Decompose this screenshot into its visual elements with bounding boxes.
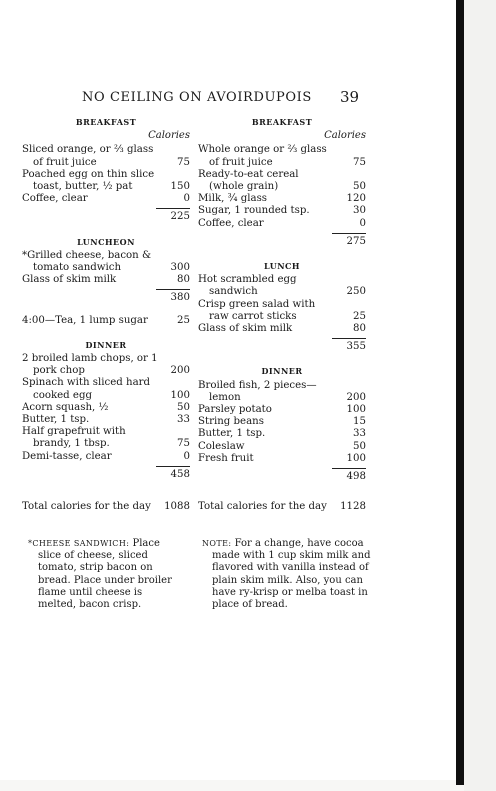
cocoa-note: [202, 538, 372, 611]
total-value: 1128: [340, 501, 366, 512]
menu-item: 4:00—Tea, 1 lump sugar 25: [22, 314, 190, 326]
total-value: 1088: [164, 501, 190, 512]
subtotal: 380: [22, 289, 190, 304]
daily-total-right: [198, 501, 366, 512]
subtotal: 225: [22, 208, 190, 223]
menu-item: Sugar, 1 rounded tsp. 30: [198, 205, 366, 217]
menu-item: Fresh fruit 100: [198, 452, 366, 464]
menu-item: Butter, 1 tsp. 33: [22, 414, 190, 426]
menu-item: Coleslaw 50: [198, 440, 366, 452]
menu-column-left: [22, 114, 190, 481]
note-lead: NOTE:: [202, 539, 232, 548]
running-header: NO CEILING ON AVOIRDUPOIS: [82, 90, 312, 105]
menu-item: Butter, 1 tsp. 33: [198, 428, 366, 440]
menu-column-right: [198, 114, 366, 483]
scan-margin: [464, 0, 496, 791]
cheese-sandwich-note: [28, 538, 176, 611]
menu-item: Sliced orange, or ⅔ glass of fruit juice 75: [22, 144, 190, 168]
section-title: DINNER: [85, 339, 127, 350]
menu-item: Poached egg on thin slice toast, butter, ½ pat 150: [22, 168, 190, 193]
menu-item: *Grilled cheese, bacon & tomato sandwich 300: [22, 249, 190, 274]
menu-item: Coffee, clear 0: [198, 217, 366, 229]
section-title: BREAKFAST: [75, 117, 137, 127]
daily-total-left: [22, 501, 190, 512]
subtotal: 498: [198, 468, 366, 483]
menu-item: Hot scrambled egg sandwich 250: [198, 274, 366, 298]
calories-header: Calories: [148, 130, 190, 142]
menu-item: Acorn squash, ½ 50: [22, 401, 190, 413]
subtotal: 275: [198, 233, 366, 248]
subtotal: 355: [198, 338, 366, 353]
page-number: 39: [340, 88, 360, 106]
total-label: Total calories for the day: [22, 501, 151, 512]
menu-item: Ready-to-eat cereal (whole grain) 50: [198, 168, 366, 193]
menu-item: Glass of skim milk 80: [198, 323, 366, 335]
menu-item: Whole orange or ⅔ glass of fruit juice 75: [198, 144, 366, 168]
menu-item: Demi-tasse, clear 0: [22, 450, 190, 462]
menu-item: Broiled fish, 2 pieces—lemon 200: [198, 379, 366, 403]
page-edge-shadow: [456, 0, 464, 785]
menu-item: Half grapefruit with brandy, 1 tbsp. 75: [22, 426, 190, 450]
section-title: BREAKFAST: [251, 117, 313, 127]
subtotal: 458: [22, 466, 190, 481]
menu-item: Milk, ¾ glass 120: [198, 193, 366, 205]
section-title: DINNER: [261, 366, 303, 377]
menu-item: Spinach with sliced hard cooked egg 100: [22, 377, 190, 401]
menu-item: String beans 15: [198, 416, 366, 428]
note-text: Place slice of cheese, sliced tomato, strip bacon on bread. Place under broiler flame until cheese is melted, bacon crisp.: [38, 538, 172, 611]
note-text: For a change, have cocoa made with 1 cup skim milk and flavored with vanilla instead of plain skim milk. Also, you can have ry-krisp or melba toast in place of bread.: [212, 538, 371, 611]
section-title: LUNCH: [264, 261, 300, 272]
menu-item: Glass of skim milk 80: [22, 274, 190, 286]
menu-item: 2 broiled lamb chops, or 1 pork chop 200: [22, 353, 190, 377]
calories-header: Calories: [324, 130, 366, 142]
menu-item: Crisp green salad with raw carrot sticks 25: [198, 298, 366, 322]
menu-item: Coffee, clear 0: [22, 193, 190, 205]
total-label: Total calories for the day: [198, 501, 327, 512]
menu-item: Parsley potato 100: [198, 404, 366, 416]
section-title: LUNCHEON: [77, 236, 135, 247]
note-lead: *CHEESE SANDWICH:: [28, 539, 130, 548]
